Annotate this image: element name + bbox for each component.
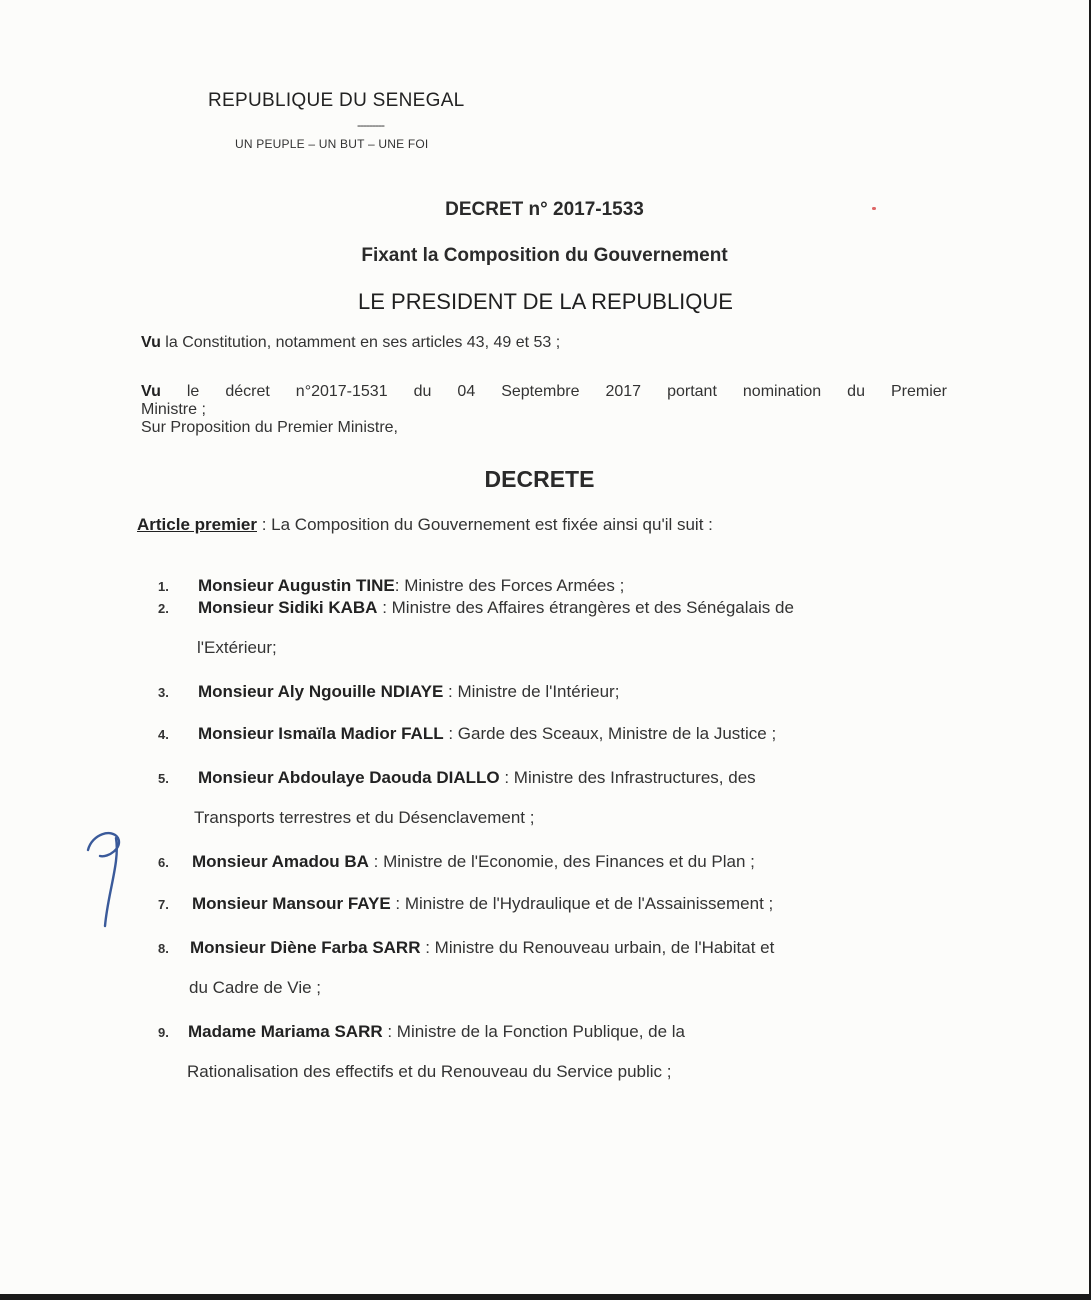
item-number: 9. [158,1025,169,1040]
member-name: Monsieur Amadou BA [192,852,369,871]
member-role: : Ministre des Infrastructures, des [499,768,756,787]
member-role: : Ministre de la Fonction Publique, de la [382,1022,686,1041]
consideration-lead: Vu [141,383,161,400]
member-name: Monsieur Sidiki KABA [198,598,378,617]
proposal-line: Sur Proposition du Premier Ministre, [141,419,398,436]
member-name: Monsieur Ismaïla Madior FALL [198,724,444,743]
item-number: 5. [158,771,169,786]
national-motto: UN PEUPLE – UN BUT – UNE FOI [235,137,429,151]
member-role: : Garde des Sceaux, Ministre de la Justice ; [443,724,777,743]
member-role: : Ministre de l'Intérieur; [443,682,620,701]
consideration-line-2: Ministre ; [141,401,206,418]
article-label: Article premier [137,515,257,534]
article-text: : La Composition du Gouvernement est fixée ainsi qu'il suit : [257,515,713,534]
member-role-cont: du Cadre de Vie ; [189,978,321,997]
consideration-decree [141,383,947,437]
scan-bottom-edge [0,1294,1091,1300]
member-name: Monsieur Augustin TINE [198,576,395,595]
decree-subject: Fixant la Composition du Gouvernement [361,245,728,266]
consideration-line [141,383,947,401]
decrete-heading: DECRETE [484,466,595,492]
member-role: : Ministre des Affaires étrangères et des Sénégalais de [377,598,794,617]
item-number: 8. [158,941,169,956]
item-number: 2. [158,601,169,616]
consideration-text: la Constitution, notamment en ses articles 43, 49 et 53 ; [160,334,561,351]
article-premier [137,515,713,535]
item-number: 1. [158,579,169,594]
member-name: Monsieur Abdoulaye Daouda DIALLO [198,768,500,787]
country-name: REPUBLIQUE DU SENEGAL [208,90,465,111]
item-number: 7. [158,897,169,912]
decree-number: DECRET n° 2017-1533 [445,199,644,220]
item-number: 6. [158,855,169,870]
decree-authority: LE PRESIDENT DE LA REPUBLIQUE [358,289,733,314]
member-name: Madame Mariama SARR [188,1022,383,1041]
member-role: : Ministre de l'Hydraulique et de l'Assainissement ; [390,894,774,913]
member-role-cont: l'Extérieur; [197,638,277,657]
item-number: 3. [158,685,169,700]
member-role-cont: Transports terrestres et du Désenclavement ; [194,808,535,827]
consideration-text: le décret n°2017-1531 du 04 Septembre 2017 portant nomination du Premier [160,383,947,400]
consideration-constitution [141,334,947,352]
consideration-lead: Vu [141,334,161,351]
member-name: Monsieur Aly Ngouille NDIAYE [198,682,444,701]
header-divider: --------- [357,118,384,132]
handwritten-initial-mark [78,822,138,932]
member-role-cont: Rationalisation des effectifs et du Renouveau du Service public ; [187,1062,672,1081]
member-role: : Ministre du Renouveau urbain, de l'Habitat et [420,938,775,957]
member-role: : Ministre des Forces Armées ; [394,576,625,595]
member-name: Monsieur Diène Farba SARR [190,938,421,957]
member-name: Monsieur Mansour FAYE [192,894,391,913]
member-role: : Ministre de l'Economie, des Finances et du Plan ; [368,852,755,871]
item-number: 4. [158,727,169,742]
